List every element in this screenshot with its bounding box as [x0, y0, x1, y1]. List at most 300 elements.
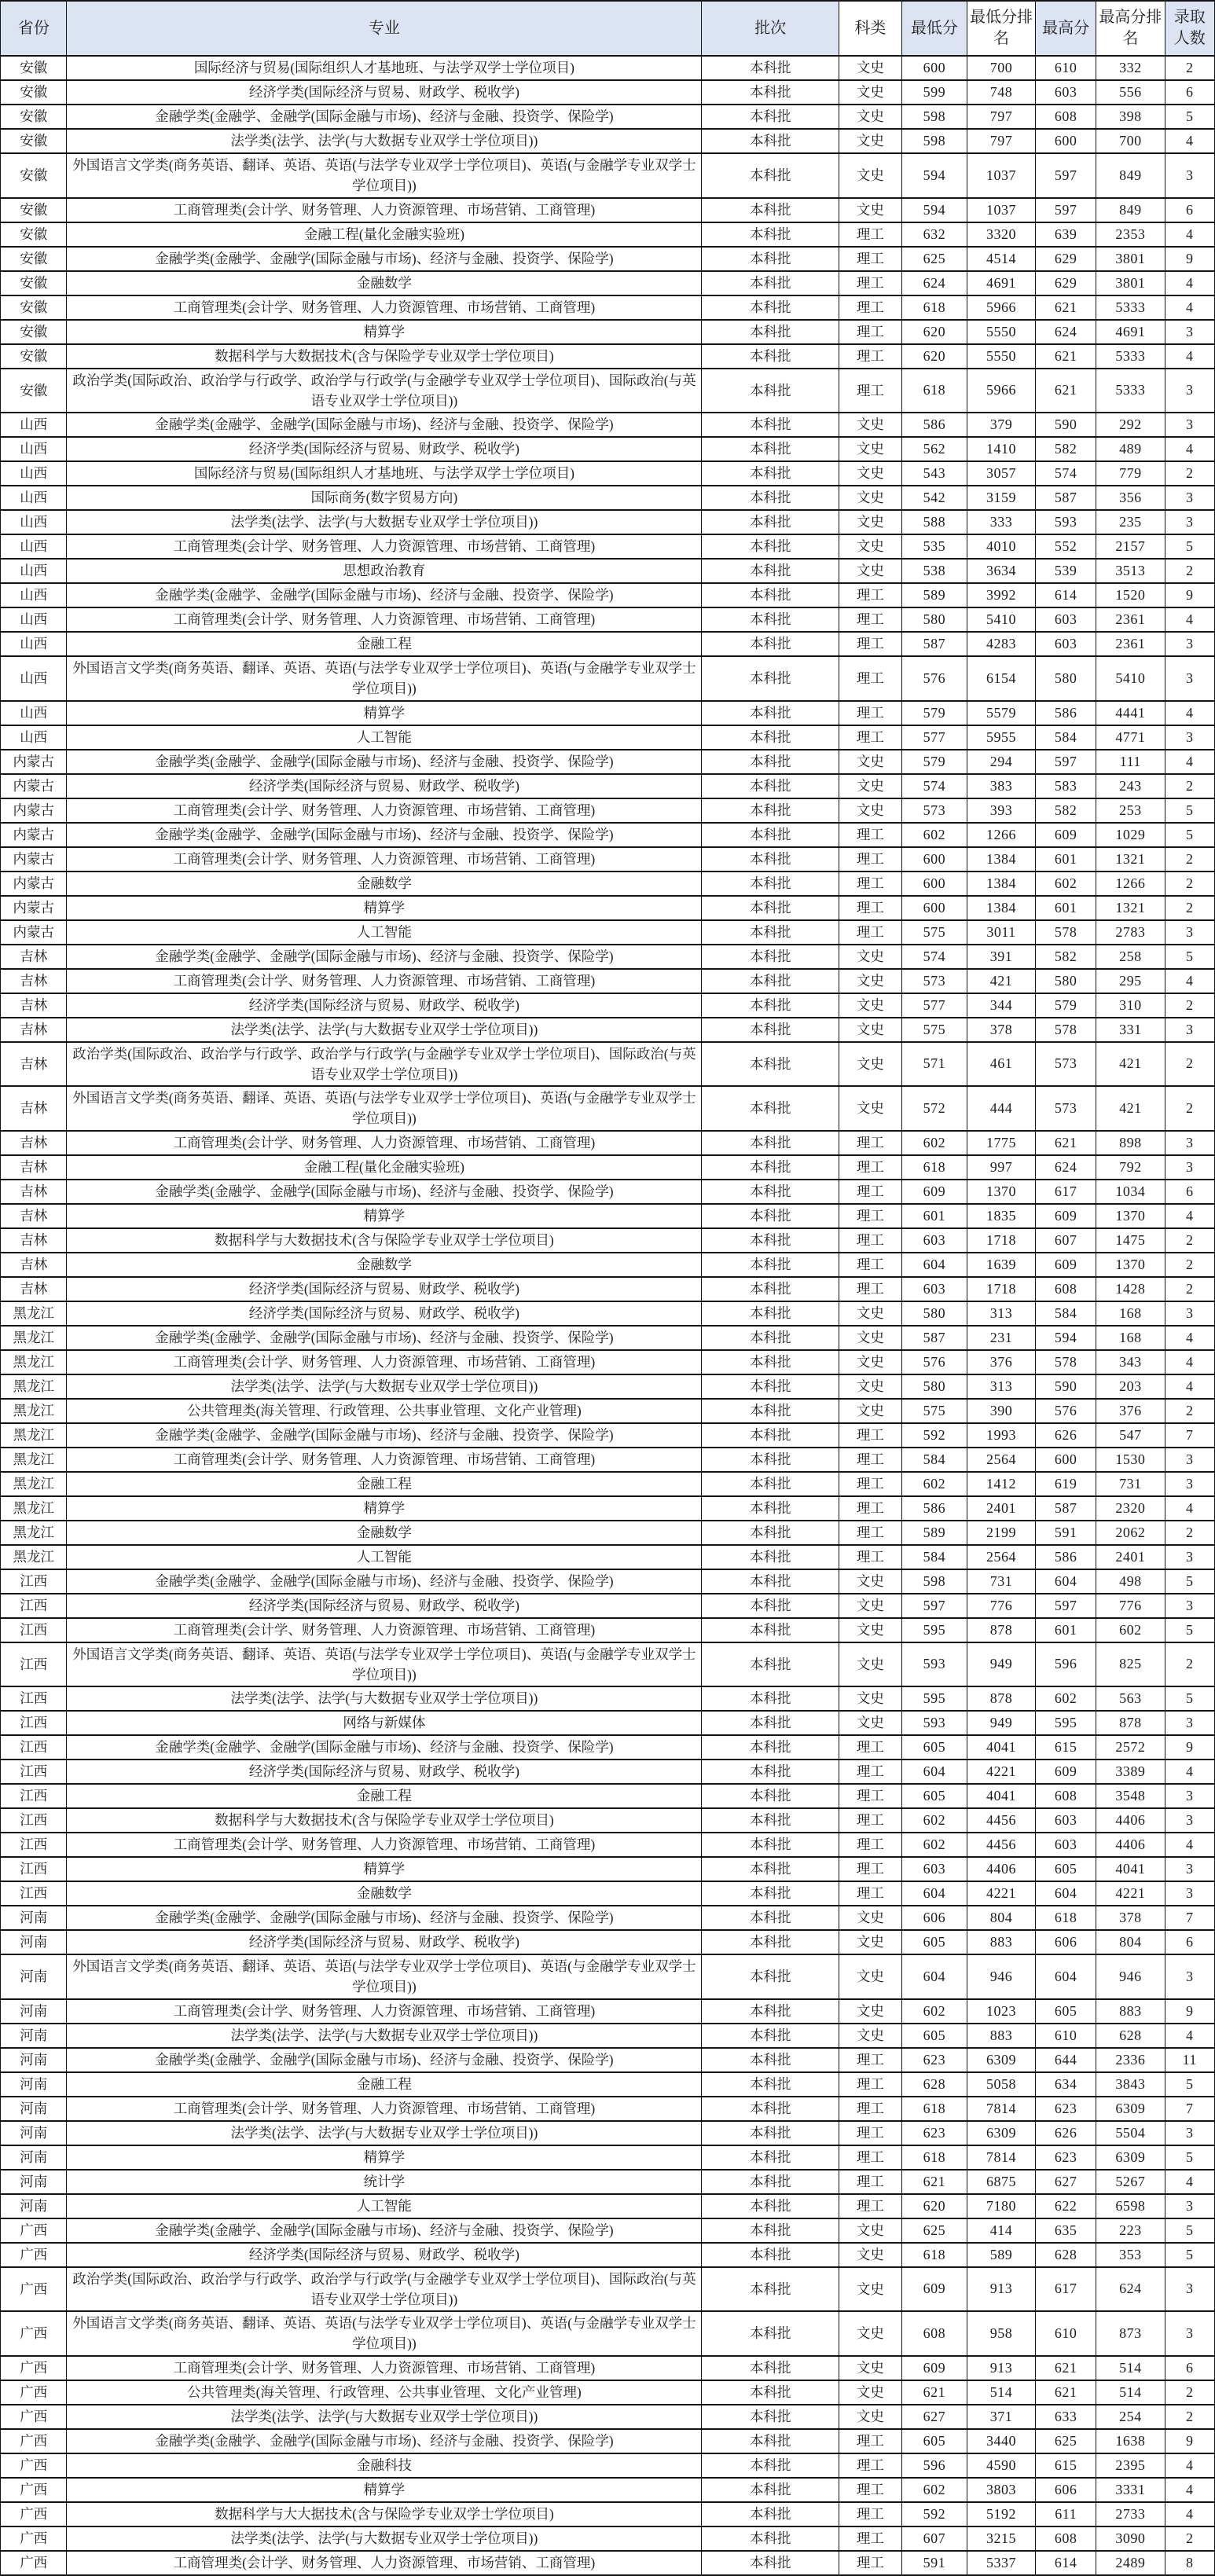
table-row: [1, 1642, 1215, 1687]
table-row: [1, 2267, 1215, 2312]
subject-category-cell: 理工: [839, 2478, 901, 2502]
min-score-rank-cell: 5192: [967, 2502, 1035, 2526]
max-score-cell: 593: [1036, 510, 1096, 534]
max-score-rank-cell: 804: [1096, 1930, 1165, 1954]
batch-cell: 本科批: [702, 1042, 839, 1087]
batch-cell: 本科批: [702, 1594, 839, 1618]
major-cell: 工商管理类(会计学、财务管理、人力资源管理、市场营销、工商管理): [67, 969, 702, 993]
admitted-count-cell: 3: [1165, 1545, 1214, 1569]
major-cell: 法学类(法学、法学(与大数据专业双学士学位项目)): [67, 129, 702, 153]
province-cell: 黑龙江: [1, 1350, 67, 1374]
max-score-cell: 624: [1036, 1155, 1096, 1180]
min-score-rank-cell: 444: [967, 1086, 1035, 1131]
max-score-rank-cell: 3843: [1096, 2072, 1165, 2097]
min-score-cell: 618: [901, 2097, 967, 2121]
min-score-cell: 599: [901, 80, 967, 105]
min-score-rank-cell: 949: [967, 1711, 1035, 1735]
major-cell: 精算学: [67, 1204, 702, 1228]
major-cell: 外国语言文学类(商务英语、翻译、英语、英语(与法学专业双学士学位项目)、英语(与金融学专业双学士学位项目)): [67, 1642, 702, 1687]
admitted-count-cell: 3: [1165, 1857, 1214, 1881]
min-score-rank-cell: 878: [967, 1686, 1035, 1711]
subject-category-cell: 文史: [839, 1594, 901, 1618]
table-row: [1, 774, 1215, 798]
min-score-rank-cell: 1410: [967, 437, 1035, 461]
column-header-admitted-count: 录取人数: [1165, 1, 1214, 56]
admitted-count-cell: 3: [1165, 2311, 1214, 2356]
max-score-cell: 622: [1036, 2194, 1096, 2218]
province-cell: 山西: [1, 413, 67, 437]
subject-category-cell: 理工: [839, 295, 901, 320]
max-score-rank-cell: 849: [1096, 153, 1165, 198]
major-cell: 法学类(法学、法学(与大数据专业双学士学位项目)): [67, 2121, 702, 2145]
admitted-count-cell: 5: [1165, 2218, 1214, 2243]
major-cell: 政治学类(国际政治、政治学与行政学、政治学与行政学(与金融学专业双学士学位项目)、国际政治(与英语专业双学士学位项目)): [67, 2267, 702, 2312]
table-row: [1, 798, 1215, 823]
min-score-cell: 603: [901, 1277, 967, 1301]
major-cell: 金融学类(金融学、金融学(国际金融与市场)、经济与金融、投资学、保险学): [67, 1906, 702, 1930]
max-score-rank-cell: 254: [1096, 2405, 1165, 2429]
major-cell: 工商管理类(会计学、财务管理、人力资源管理、市场营销、工商管理): [67, 2551, 702, 2575]
batch-cell: 本科批: [702, 2024, 839, 2048]
max-score-rank-cell: 1530: [1096, 1448, 1165, 1472]
admitted-count-cell: 4: [1165, 1833, 1214, 1857]
min-score-rank-cell: 6309: [967, 2048, 1035, 2072]
subject-category-cell: 文史: [839, 1374, 901, 1399]
province-cell: 山西: [1, 534, 67, 559]
province-cell: 吉林: [1, 1131, 67, 1155]
batch-cell: 本科批: [702, 320, 839, 344]
province-cell: 吉林: [1, 1228, 67, 1253]
min-score-rank-cell: 3159: [967, 486, 1035, 510]
major-cell: 人工智能: [67, 725, 702, 750]
batch-cell: 本科批: [702, 80, 839, 105]
admitted-count-cell: 2: [1165, 1228, 1214, 1253]
province-cell: 广西: [1, 2502, 67, 2526]
max-score-cell: 611: [1036, 2502, 1096, 2526]
province-cell: 黑龙江: [1, 1399, 67, 1423]
max-score-cell: 597: [1036, 750, 1096, 774]
table-row: [1, 1204, 1215, 1228]
table-row: [1, 1042, 1215, 1087]
major-cell: 金融科技: [67, 2453, 702, 2478]
min-score-rank-cell: 1384: [967, 872, 1035, 896]
major-cell: 金融工程(量化金融实验班): [67, 222, 702, 247]
table-row: [1, 1594, 1215, 1618]
province-cell: 广西: [1, 2356, 67, 2380]
max-score-rank-cell: 700: [1096, 129, 1165, 153]
max-score-cell: 606: [1036, 1930, 1096, 1954]
batch-cell: 本科批: [702, 2502, 839, 2526]
admitted-count-cell: 4: [1165, 1350, 1214, 1374]
max-score-rank-cell: 4221: [1096, 1881, 1165, 1906]
min-score-cell: 605: [901, 1784, 967, 1808]
max-score-cell: 582: [1036, 945, 1096, 969]
min-score-rank-cell: 949: [967, 1642, 1035, 1687]
min-score-cell: 574: [901, 774, 967, 798]
min-score-cell: 571: [901, 1042, 967, 1087]
major-cell: 经济学类(国际经济与贸易、财政学、税收学): [67, 80, 702, 105]
max-score-cell: 584: [1036, 725, 1096, 750]
min-score-rank-cell: 1037: [967, 153, 1035, 198]
min-score-rank-cell: 1384: [967, 847, 1035, 872]
min-score-cell: 602: [901, 1808, 967, 1833]
admitted-count-cell: 6: [1165, 2356, 1214, 2380]
batch-cell: 本科批: [702, 222, 839, 247]
max-score-rank-cell: 3548: [1096, 1784, 1165, 1808]
max-score-rank-cell: 2320: [1096, 1496, 1165, 1521]
major-cell: 数据科学与大数据技术(含与保险学专业双学士学位项目): [67, 344, 702, 369]
max-score-cell: 601: [1036, 896, 1096, 920]
province-cell: 山西: [1, 656, 67, 701]
max-score-cell: 586: [1036, 1545, 1096, 1569]
province-cell: 江西: [1, 1760, 67, 1784]
province-cell: 安徽: [1, 295, 67, 320]
max-score-cell: 621: [1036, 344, 1096, 369]
province-cell: 安徽: [1, 153, 67, 198]
admitted-count-cell: 3: [1165, 1018, 1214, 1042]
province-cell: 山西: [1, 607, 67, 632]
admitted-count-cell: 4: [1165, 344, 1214, 369]
batch-cell: 本科批: [702, 2356, 839, 2380]
min-score-cell: 535: [901, 534, 967, 559]
subject-category-cell: 理工: [839, 872, 901, 896]
batch-cell: 本科批: [702, 2405, 839, 2429]
province-cell: 江西: [1, 1711, 67, 1735]
table-row: [1, 1521, 1215, 1545]
batch-cell: 本科批: [702, 896, 839, 920]
admitted-count-cell: 2: [1165, 774, 1214, 798]
major-cell: 国际经济与贸易(国际组织人才基地班、与法学双学士学位项目): [67, 56, 702, 80]
max-score-cell: 625: [1036, 2429, 1096, 2453]
batch-cell: 本科批: [702, 1711, 839, 1735]
admitted-count-cell: 3: [1165, 1448, 1214, 1472]
admitted-count-cell: 4: [1165, 1204, 1214, 1228]
batch-cell: 本科批: [702, 847, 839, 872]
max-score-rank-cell: 5333: [1096, 344, 1165, 369]
subject-category-cell: 理工: [839, 2072, 901, 2097]
major-cell: 工商管理类(会计学、财务管理、人力资源管理、市场营销、工商管理): [67, 1618, 702, 1642]
major-cell: 思想政治教育: [67, 559, 702, 583]
max-score-cell: 628: [1036, 2243, 1096, 2267]
min-score-cell: 606: [901, 1906, 967, 1930]
min-score-rank-cell: 1023: [967, 1999, 1035, 2024]
max-score-cell: 578: [1036, 920, 1096, 945]
max-score-cell: 604: [1036, 1569, 1096, 1594]
province-cell: 黑龙江: [1, 1496, 67, 1521]
min-score-rank-cell: 371: [967, 2405, 1035, 2429]
admitted-count-cell: 2: [1165, 1042, 1214, 1087]
table-row: [1, 1018, 1215, 1042]
min-score-rank-cell: 393: [967, 798, 1035, 823]
min-score-rank-cell: 731: [967, 1569, 1035, 1594]
major-cell: 经济学类(国际经济与贸易、财政学、税收学): [67, 2243, 702, 2267]
batch-cell: 本科批: [702, 1999, 839, 2024]
table-row: [1, 2218, 1215, 2243]
min-score-rank-cell: 6154: [967, 656, 1035, 701]
table-row: [1, 1906, 1215, 1930]
major-cell: 法学类(法学、法学(与大数据专业双学士学位项目)): [67, 1374, 702, 1399]
min-score-rank-cell: 4010: [967, 534, 1035, 559]
major-cell: 数据科学与大数据技术(含与保险学专业双学士学位项目): [67, 1228, 702, 1253]
province-cell: 内蒙古: [1, 896, 67, 920]
max-score-rank-cell: 168: [1096, 1326, 1165, 1350]
max-score-rank-cell: 3801: [1096, 271, 1165, 295]
min-score-rank-cell: 7180: [967, 2194, 1035, 2218]
table-row: [1, 872, 1215, 896]
admitted-count-cell: 7: [1165, 1906, 1214, 1930]
max-score-rank-cell: 2157: [1096, 534, 1165, 559]
admitted-count-cell: 3: [1165, 1155, 1214, 1180]
subject-category-cell: 理工: [839, 222, 901, 247]
subject-category-cell: 理工: [839, 1545, 901, 1569]
province-cell: 吉林: [1, 1277, 67, 1301]
max-score-cell: 634: [1036, 2072, 1096, 2097]
admitted-count-cell: 3: [1165, 2267, 1214, 2312]
admitted-count-cell: 5: [1165, 945, 1214, 969]
table-row: [1, 1374, 1215, 1399]
major-cell: 经济学类(国际经济与贸易、财政学、税收学): [67, 1760, 702, 1784]
max-score-cell: 574: [1036, 461, 1096, 486]
min-score-cell: 603: [901, 1228, 967, 1253]
min-score-cell: 598: [901, 105, 967, 129]
min-score-rank-cell: 4221: [967, 1881, 1035, 1906]
table-row: [1, 1735, 1215, 1760]
major-cell: 政治学类(国际政治、政治学与行政学、政治学与行政学(与金融学专业双学士学位项目)、国际政治(与英语专业双学士学位项目)): [67, 369, 702, 413]
major-cell: 经济学类(国际经济与贸易、财政学、税收学): [67, 1277, 702, 1301]
subject-category-cell: 理工: [839, 1833, 901, 1857]
min-score-rank-cell: 1639: [967, 1253, 1035, 1277]
max-score-cell: 609: [1036, 1253, 1096, 1277]
batch-cell: 本科批: [702, 774, 839, 798]
table-row: [1, 1999, 1215, 2024]
min-score-cell: 625: [901, 2218, 967, 2243]
batch-cell: 本科批: [702, 2170, 839, 2194]
max-score-cell: 623: [1036, 2097, 1096, 2121]
province-cell: 广西: [1, 2405, 67, 2429]
table-row: [1, 1954, 1215, 1999]
admitted-count-cell: 2: [1165, 896, 1214, 920]
province-cell: 河南: [1, 1930, 67, 1954]
max-score-rank-cell: 4441: [1096, 701, 1165, 725]
admitted-count-cell: 4: [1165, 2502, 1214, 2526]
max-score-cell: 600: [1036, 1448, 1096, 1472]
min-score-cell: 588: [901, 510, 967, 534]
min-score-rank-cell: 313: [967, 1374, 1035, 1399]
province-cell: 黑龙江: [1, 1326, 67, 1350]
major-cell: 工商管理类(会计学、财务管理、人力资源管理、市场营销、工商管理): [67, 847, 702, 872]
subject-category-cell: 理工: [839, 656, 901, 701]
max-score-cell: 601: [1036, 847, 1096, 872]
min-score-rank-cell: 414: [967, 2218, 1035, 2243]
min-score-rank-cell: 3992: [967, 583, 1035, 607]
province-cell: 黑龙江: [1, 1374, 67, 1399]
major-cell: 精算学: [67, 2478, 702, 2502]
batch-cell: 本科批: [702, 198, 839, 222]
admitted-count-cell: 6: [1165, 198, 1214, 222]
max-score-cell: 618: [1036, 1906, 1096, 1930]
min-score-rank-cell: 6309: [967, 2121, 1035, 2145]
min-score-cell: 603: [901, 1857, 967, 1881]
min-score-cell: 605: [901, 1735, 967, 1760]
admitted-count-cell: 3: [1165, 2121, 1214, 2145]
admitted-count-cell: 4: [1165, 1496, 1214, 1521]
province-cell: 山西: [1, 701, 67, 725]
admitted-count-cell: 4: [1165, 750, 1214, 774]
subject-category-cell: 文史: [839, 80, 901, 105]
batch-cell: 本科批: [702, 1228, 839, 1253]
table-row: [1, 1881, 1215, 1906]
max-score-rank-cell: 398: [1096, 105, 1165, 129]
min-score-rank-cell: 1835: [967, 1204, 1035, 1228]
min-score-cell: 593: [901, 1711, 967, 1735]
major-cell: 金融数学: [67, 271, 702, 295]
min-score-cell: 621: [901, 2380, 967, 2405]
admitted-count-cell: 4: [1165, 295, 1214, 320]
min-score-rank-cell: 3057: [967, 461, 1035, 486]
major-cell: 政治学类(国际政治、政治学与行政学、政治学与行政学(与金融学专业双学士学位项目)、国际政治(与英语专业双学士学位项目)): [67, 1042, 702, 1087]
max-score-rank-cell: 1266: [1096, 872, 1165, 896]
max-score-cell: 644: [1036, 2048, 1096, 2072]
min-score-rank-cell: 5410: [967, 607, 1035, 632]
max-score-cell: 621: [1036, 369, 1096, 413]
province-cell: 安徽: [1, 222, 67, 247]
major-cell: 精算学: [67, 1857, 702, 1881]
max-score-cell: 626: [1036, 2121, 1096, 2145]
max-score-cell: 621: [1036, 295, 1096, 320]
min-score-cell: 627: [901, 2405, 967, 2429]
major-cell: 经济学类(国际经济与贸易、财政学、税收学): [67, 774, 702, 798]
table-body: [1, 56, 1215, 2575]
subject-category-cell: 文史: [839, 945, 901, 969]
province-cell: 黑龙江: [1, 1301, 67, 1326]
min-score-cell: 605: [901, 2429, 967, 2453]
min-score-cell: 584: [901, 1448, 967, 1472]
subject-category-cell: 理工: [839, 847, 901, 872]
max-score-cell: 627: [1036, 2170, 1096, 2194]
min-score-rank-cell: 3215: [967, 2526, 1035, 2551]
subject-category-cell: 理工: [839, 1808, 901, 1833]
min-score-rank-cell: 748: [967, 80, 1035, 105]
min-score-cell: 604: [901, 1253, 967, 1277]
batch-cell: 本科批: [702, 1857, 839, 1881]
province-cell: 江西: [1, 1857, 67, 1881]
max-score-rank-cell: 2733: [1096, 2502, 1165, 2526]
min-score-cell: 598: [901, 1569, 967, 1594]
max-score-rank-cell: 628: [1096, 2024, 1165, 2048]
max-score-rank-cell: 731: [1096, 1472, 1165, 1496]
subject-category-cell: 文史: [839, 1399, 901, 1423]
max-score-rank-cell: 4406: [1096, 1808, 1165, 1833]
batch-cell: 本科批: [702, 510, 839, 534]
province-cell: 广西: [1, 2478, 67, 2502]
min-score-rank-cell: 2564: [967, 1448, 1035, 1472]
admitted-count-cell: 4: [1165, 2453, 1214, 2478]
min-score-cell: 586: [901, 1496, 967, 1521]
major-cell: 经济学类(国际经济与贸易、财政学、税收学): [67, 1930, 702, 1954]
table-row: [1, 1760, 1215, 1784]
major-cell: 精算学: [67, 1496, 702, 1521]
table-row: [1, 198, 1215, 222]
table-row: [1, 369, 1215, 413]
max-score-cell: 596: [1036, 1642, 1096, 1687]
major-cell: 精算学: [67, 320, 702, 344]
major-cell: 法学类(法学、法学(与大数据专业双学士学位项目)): [67, 2526, 702, 2551]
major-cell: 金融数学: [67, 1253, 702, 1277]
min-score-cell: 562: [901, 437, 967, 461]
max-score-rank-cell: 1520: [1096, 583, 1165, 607]
max-score-rank-cell: 2062: [1096, 1521, 1165, 1545]
max-score-rank-cell: 3513: [1096, 559, 1165, 583]
max-score-rank-cell: 776: [1096, 1594, 1165, 1618]
subject-category-cell: 文史: [839, 2243, 901, 2267]
max-score-cell: 639: [1036, 222, 1096, 247]
min-score-rank-cell: 4221: [967, 1760, 1035, 1784]
batch-cell: 本科批: [702, 534, 839, 559]
max-score-rank-cell: 898: [1096, 1131, 1165, 1155]
max-score-cell: 606: [1036, 2478, 1096, 2502]
batch-cell: 本科批: [702, 559, 839, 583]
max-score-rank-cell: 3331: [1096, 2478, 1165, 2502]
province-cell: 广西: [1, 2551, 67, 2575]
major-cell: 金融学类(金融学、金融学(国际金融与市场)、经济与金融、投资学、保险学): [67, 2048, 702, 2072]
major-cell: 数据科学与大大据技术(含与保险学专业双学士学位项目): [67, 2502, 702, 2526]
max-score-rank-cell: 421: [1096, 1086, 1165, 1131]
max-score-cell: 576: [1036, 1399, 1096, 1423]
province-cell: 广西: [1, 2526, 67, 2551]
min-score-cell: 575: [901, 1399, 967, 1423]
min-score-cell: 592: [901, 2502, 967, 2526]
major-cell: 公共管理类(海关管理、行政管理、公共事业管理、文化产业管理): [67, 1399, 702, 1423]
admitted-count-cell: 2: [1165, 1086, 1214, 1131]
table-row: [1, 247, 1215, 271]
admitted-count-cell: 9: [1165, 2429, 1214, 2453]
major-cell: 公共管理类(海关管理、行政管理、公共事业管理、文化产业管理): [67, 2380, 702, 2405]
province-cell: 安徽: [1, 129, 67, 153]
batch-cell: 本科批: [702, 1906, 839, 1930]
max-score-cell: 608: [1036, 1784, 1096, 1808]
min-score-cell: 572: [901, 1086, 967, 1131]
subject-category-cell: 理工: [839, 583, 901, 607]
batch-cell: 本科批: [702, 920, 839, 945]
min-score-cell: 576: [901, 1350, 967, 1374]
major-cell: 外国语言文学类(商务英语、翻译、英语、英语(与法学专业双学士学位项目)、英语(与金融学专业双学士学位项目)): [67, 1086, 702, 1131]
min-score-rank-cell: 5550: [967, 344, 1035, 369]
province-cell: 广西: [1, 2243, 67, 2267]
major-cell: 法学类(法学、法学(与大数据专业双学士学位项目)): [67, 510, 702, 534]
major-cell: 法学类(法学、法学(与大数据专业双学士学位项目)): [67, 2405, 702, 2429]
table-row: [1, 725, 1215, 750]
min-score-cell: 618: [901, 2243, 967, 2267]
major-cell: 金融工程: [67, 1784, 702, 1808]
max-score-cell: 633: [1036, 2405, 1096, 2429]
batch-cell: 本科批: [702, 2429, 839, 2453]
min-score-cell: 580: [901, 1301, 967, 1326]
major-cell: 统计学: [67, 2170, 702, 2194]
batch-cell: 本科批: [702, 2478, 839, 2502]
province-cell: 内蒙古: [1, 750, 67, 774]
max-score-rank-cell: 168: [1096, 1301, 1165, 1326]
min-score-rank-cell: 378: [967, 1018, 1035, 1042]
max-score-cell: 608: [1036, 1277, 1096, 1301]
min-score-cell: 602: [901, 1833, 967, 1857]
max-score-rank-cell: 243: [1096, 774, 1165, 798]
batch-cell: 本科批: [702, 437, 839, 461]
province-cell: 广西: [1, 2267, 67, 2312]
subject-category-cell: 理工: [839, 2526, 901, 2551]
subject-category-cell: 理工: [839, 1760, 901, 1784]
batch-cell: 本科批: [702, 344, 839, 369]
admitted-count-cell: 9: [1165, 583, 1214, 607]
